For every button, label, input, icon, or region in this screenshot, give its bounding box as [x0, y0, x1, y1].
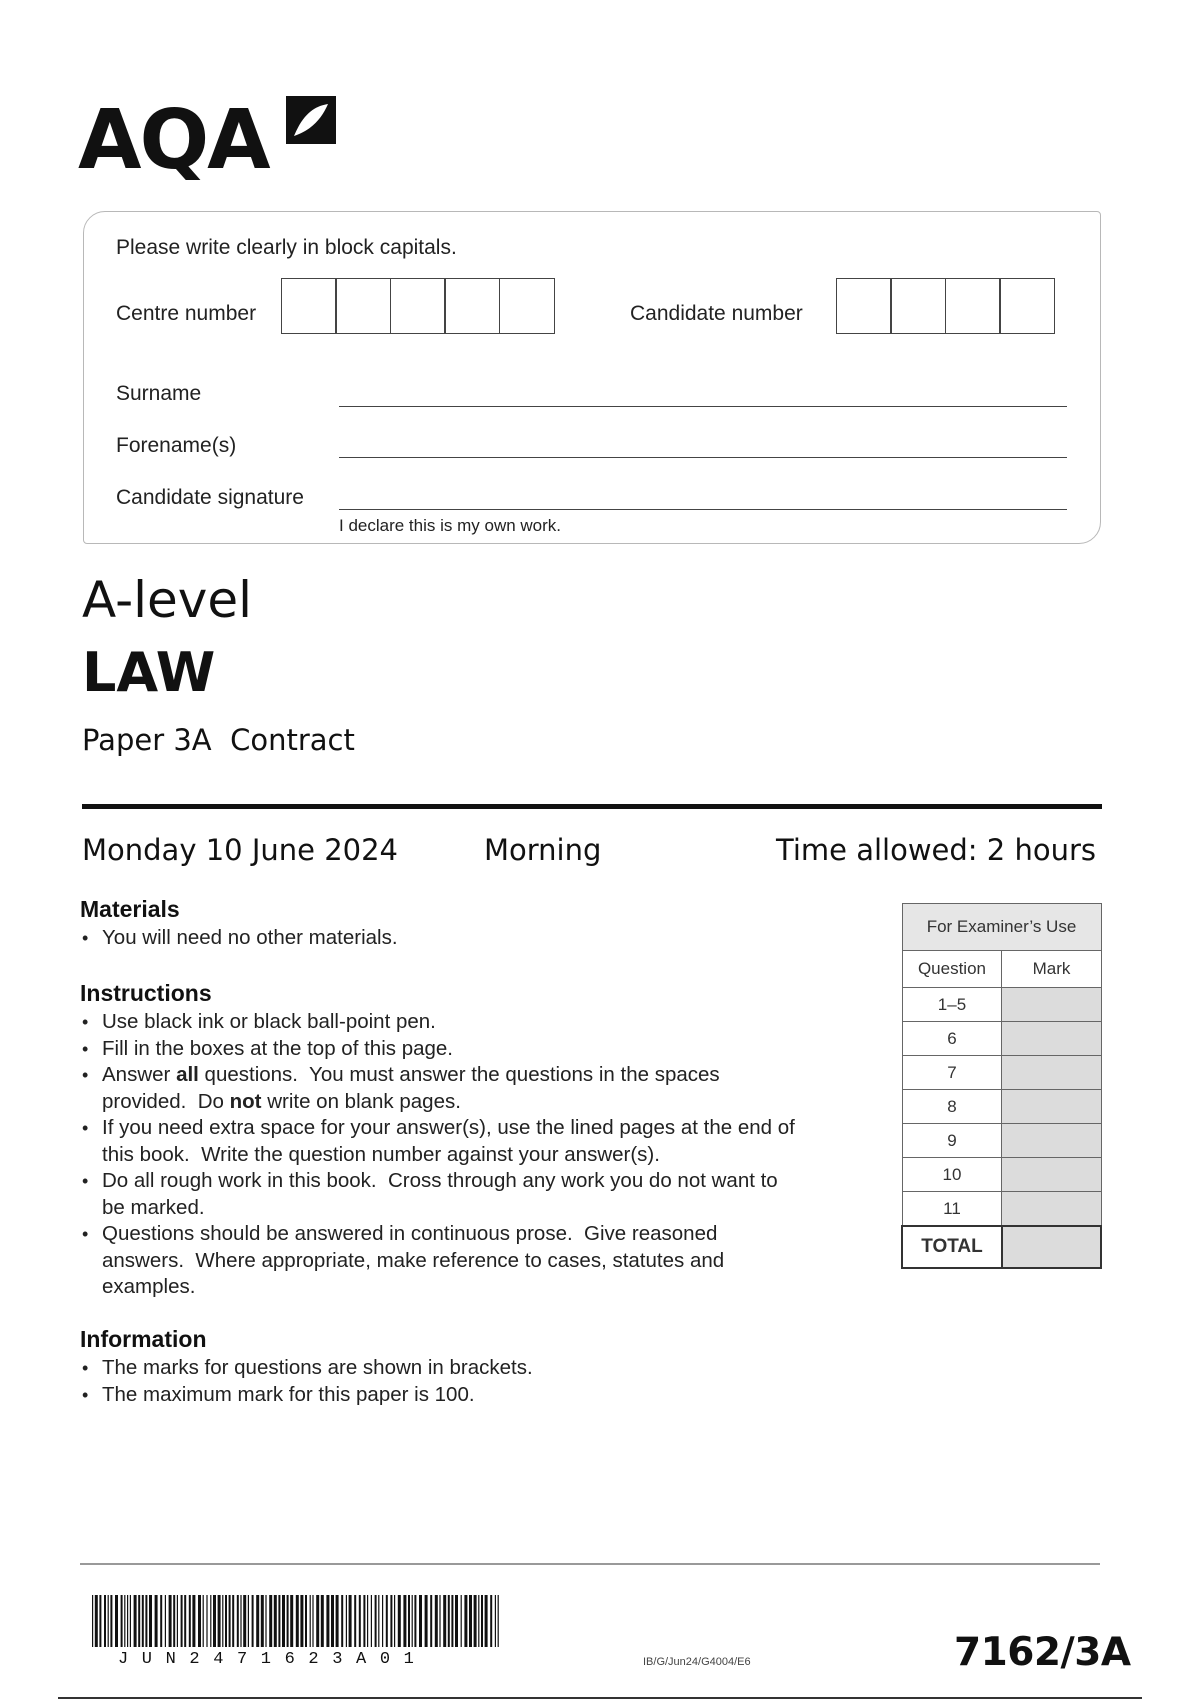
barcode-bar: [142, 1595, 144, 1647]
barcode-bar: [278, 1595, 280, 1647]
barcode-bar: [124, 1595, 125, 1647]
candidate-details-box: [83, 211, 1101, 544]
question-number: 9: [902, 1124, 1002, 1158]
barcode-bar: [265, 1595, 266, 1647]
question-number: 7: [902, 1056, 1002, 1090]
barcode-bar: [108, 1595, 109, 1647]
barcode-bar: [386, 1595, 388, 1647]
barcode-bar: [225, 1595, 227, 1647]
question-number: 11: [902, 1192, 1002, 1227]
barcode-bar: [451, 1595, 453, 1647]
barcode-bar: [403, 1595, 406, 1647]
barcode-bar: [252, 1595, 254, 1647]
question-number: 10: [902, 1158, 1002, 1192]
examiner-table-title: For Examiner’s Use: [902, 904, 1101, 951]
barcode-bar: [495, 1595, 496, 1647]
centre-number-digit-box[interactable]: [281, 278, 337, 334]
candidate-number-digit-box[interactable]: [836, 278, 892, 334]
barcode-bar: [282, 1595, 285, 1647]
centre-number-label: Centre number: [116, 302, 257, 325]
barcode-bar: [177, 1595, 178, 1647]
barcode-bar: [363, 1595, 365, 1647]
barcode-bar: [110, 1595, 112, 1647]
barcode-bar: [398, 1595, 401, 1647]
barcode-bar: [341, 1595, 343, 1647]
information-list: [80, 1355, 880, 1408]
candidate-number-digit-box[interactable]: [945, 278, 1001, 334]
candidate-number-boxes[interactable]: [837, 278, 1055, 334]
barcode-bar: [155, 1595, 158, 1647]
barcode-bar: [192, 1595, 195, 1647]
barcode-bar: [229, 1595, 231, 1647]
barcode-bar: [218, 1595, 221, 1647]
barcode-bar: [336, 1595, 339, 1647]
exam-session: Morning: [484, 833, 602, 867]
barcode-bar: [430, 1595, 432, 1647]
instruction-item: • Do all rough work in this book. Cross through any work you do not want to be marked.: [80, 1168, 880, 1221]
aqa-logo: [78, 88, 348, 188]
table-row: [902, 1192, 1101, 1227]
mark-cell: [1002, 1158, 1101, 1192]
barcode-bar: [481, 1595, 483, 1647]
barcode-bar: [498, 1595, 499, 1647]
footer-divider: [80, 1563, 1100, 1565]
barcode-bar: [243, 1595, 246, 1647]
instructions-list: [80, 1009, 880, 1301]
barcode-bar: [408, 1595, 410, 1647]
barcode-bar: [390, 1595, 392, 1647]
barcode-bar: [478, 1595, 479, 1647]
surname-field[interactable]: [339, 406, 1067, 407]
barcode-bar: [138, 1595, 140, 1647]
instructions-heading: Instructions: [80, 980, 212, 1006]
table-row: [902, 1056, 1101, 1090]
centre-number-digit-box[interactable]: [335, 278, 391, 334]
examiner-use-table: [901, 903, 1102, 1269]
barcode-bar: [240, 1595, 241, 1647]
barcode-bar: [435, 1595, 438, 1647]
paper-title: Paper 3A Contract: [82, 723, 355, 757]
barcode-bar: [346, 1595, 347, 1647]
barcode-bar: [300, 1595, 303, 1647]
barcode-bar: [461, 1595, 462, 1647]
barcode-bar: [104, 1595, 106, 1647]
forenames-label: Forename(s): [116, 434, 237, 457]
time-allowed: Time allowed: 2 hours: [776, 833, 1096, 867]
barcode-bar: [354, 1595, 356, 1647]
barcode-bar: [439, 1595, 440, 1647]
logo-text: AQA: [78, 93, 269, 188]
barcode-bar: [169, 1595, 172, 1647]
signature-label: Candidate signature: [116, 486, 304, 509]
barcode-bar: [378, 1595, 379, 1647]
mark-cell: [1002, 988, 1101, 1022]
mark-cell: [1002, 1124, 1101, 1158]
signature-field[interactable]: [339, 509, 1067, 510]
information-item: • The marks for questions are shown in brackets.: [80, 1355, 880, 1382]
barcode-bar: [419, 1595, 422, 1647]
barcode-bar: [448, 1595, 450, 1647]
barcode-bar: [134, 1595, 137, 1647]
barcode-bar: [321, 1595, 324, 1647]
candidate-number-label: Candidate number: [630, 302, 803, 325]
barcode-bar: [305, 1595, 307, 1647]
barcode-bar: [349, 1595, 352, 1647]
barcode-bar: [359, 1595, 361, 1647]
barcode-bar: [130, 1595, 131, 1647]
mark-cell: [1002, 1022, 1101, 1056]
barcode-bar: [213, 1595, 216, 1647]
barcode-bar: [145, 1595, 147, 1647]
barcode-bar: [210, 1595, 211, 1647]
table-row: [902, 1022, 1101, 1056]
barcode-bar: [474, 1595, 477, 1647]
barcode-bar: [412, 1595, 413, 1647]
instruction-item: • If you need extra space for your answer(s), use the lined pages at the end of this book. Write the question number against your answer(s).: [80, 1115, 880, 1168]
surname-label: Surname: [116, 382, 202, 405]
materials-section: [80, 898, 880, 952]
centre-number-digit-box[interactable]: [499, 278, 555, 334]
barcode-bar: [203, 1595, 204, 1647]
instruction-item: • Answer all questions. You must answer the questions in the spaces provided. Do not write on blank pages.: [80, 1062, 880, 1115]
total-label: TOTAL: [902, 1226, 1002, 1268]
barcode-bar: [165, 1595, 166, 1647]
paper-code: 7162/3A: [954, 1630, 1131, 1675]
total-mark-cell: [1002, 1226, 1101, 1268]
barcode-bar: [310, 1595, 311, 1647]
title-divider: [82, 804, 1102, 809]
barcode-bar: [316, 1595, 319, 1647]
instructions-section: [80, 982, 880, 1301]
materials-heading: Materials: [80, 896, 180, 922]
barcode-bar: [414, 1595, 416, 1647]
question-number: 6: [902, 1022, 1002, 1056]
barcode-bar: [269, 1595, 272, 1647]
qualification-level: A-level: [82, 571, 253, 629]
barcode-bar: [425, 1595, 428, 1647]
mark-cell: [1002, 1192, 1101, 1227]
barcode-bar: [326, 1595, 329, 1647]
page-bottom-rule: [58, 1697, 1142, 1699]
barcode-bar: [375, 1595, 377, 1647]
barcode-bar: [95, 1595, 98, 1647]
total-row: [902, 1226, 1101, 1268]
centre-number-digit-box[interactable]: [444, 278, 500, 334]
barcode-bar: [296, 1595, 299, 1647]
barcode-icon: [92, 1595, 502, 1647]
mark-cell: [1002, 1090, 1101, 1124]
barcode-bar: [256, 1595, 259, 1647]
centre-number-boxes[interactable]: [282, 278, 555, 334]
barcode-bar: [149, 1595, 152, 1647]
barcode-bar: [290, 1595, 293, 1647]
barcode-bar: [206, 1595, 207, 1647]
declaration-text: I declare this is my own work.: [339, 516, 562, 535]
table-row: [902, 1124, 1101, 1158]
question-number: 1–5: [902, 988, 1002, 1022]
barcode-bar: [237, 1595, 239, 1647]
table-row: [902, 1158, 1101, 1192]
barcode-bar: [394, 1595, 395, 1647]
barcode-bar: [443, 1595, 446, 1647]
barcode-bar: [198, 1595, 201, 1647]
aqa-leaf-mark-icon: [282, 90, 342, 150]
mark-column-header: Mark: [1002, 951, 1101, 988]
barcode-bar: [312, 1595, 313, 1647]
instruction-item: • Questions should be answered in continuous prose. Give reasoned answers. Where appropriate, make reference to cases, statutes and examples.: [80, 1221, 880, 1301]
barcode-bar: [455, 1595, 458, 1647]
candidate-number-digit-box[interactable]: [999, 278, 1055, 334]
block-capitals-instruction: Please write clearly in block capitals.: [116, 236, 457, 259]
barcode-bar: [382, 1595, 383, 1647]
barcode-bar: [222, 1595, 223, 1647]
barcode-bar: [469, 1595, 472, 1647]
subject-title: LAW: [82, 641, 216, 704]
mark-cell: [1002, 1056, 1101, 1090]
question-number: 8: [902, 1090, 1002, 1124]
information-item: • The maximum mark for this paper is 100.: [80, 1382, 880, 1409]
barcode-bar: [464, 1595, 467, 1647]
candidate-number-digit-box[interactable]: [890, 278, 946, 334]
forenames-field[interactable]: [339, 457, 1067, 458]
instruction-item: • Use black ink or black ball-point pen.: [80, 1009, 880, 1036]
barcode-bar: [184, 1595, 186, 1647]
exam-date: Monday 10 June 2024: [82, 833, 398, 867]
document-reference: IB/G/Jun24/G4004/E6: [643, 1656, 751, 1668]
barcode-bar: [189, 1595, 191, 1647]
barcode-bar: [115, 1595, 118, 1647]
barcode-bar: [181, 1595, 183, 1647]
barcode-bar: [127, 1595, 128, 1647]
barcode-bar: [371, 1595, 372, 1647]
barcode-bar: [485, 1595, 488, 1647]
instruction-item: • Fill in the boxes at the top of this page.: [80, 1036, 880, 1063]
table-row: [902, 1090, 1101, 1124]
barcode-bar: [287, 1595, 289, 1647]
materials-item: • You will need no other materials.: [80, 925, 880, 952]
barcode-bar: [274, 1595, 277, 1647]
barcode-bar: [92, 1595, 93, 1647]
centre-number-digit-box[interactable]: [390, 278, 446, 334]
barcode-bar: [367, 1595, 368, 1647]
information-section: [80, 1328, 880, 1408]
barcode-bar: [160, 1595, 162, 1647]
barcode-bar: [121, 1595, 123, 1647]
barcode-bar: [248, 1595, 249, 1647]
barcode-text: JUN2471623A01: [118, 1650, 428, 1669]
barcode-bar: [173, 1595, 175, 1647]
barcode-bar: [331, 1595, 334, 1647]
table-row: [902, 988, 1101, 1022]
barcode-bar: [232, 1595, 234, 1647]
barcode-bar: [261, 1595, 264, 1647]
question-column-header: Question: [902, 951, 1002, 988]
barcode-bar: [99, 1595, 101, 1647]
materials-list: [80, 925, 880, 952]
information-heading: Information: [80, 1326, 207, 1352]
barcode-bar: [490, 1595, 492, 1647]
